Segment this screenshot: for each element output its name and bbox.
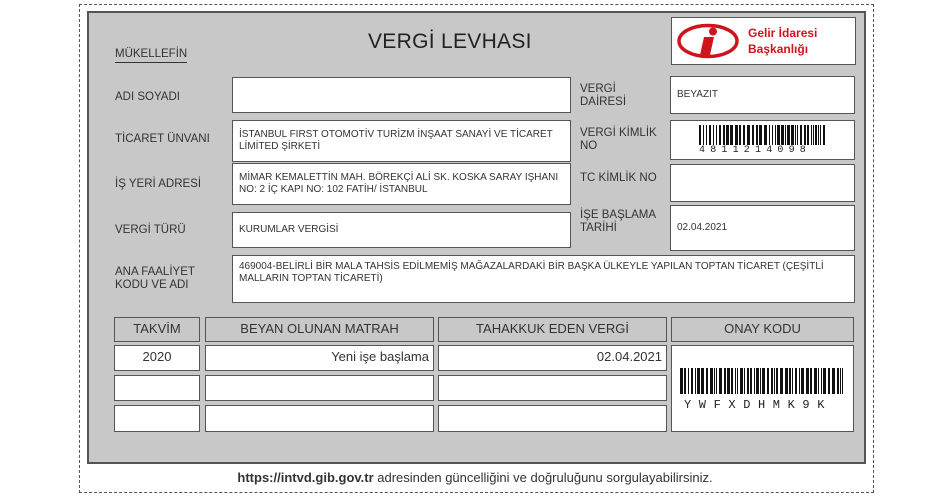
page-title: VERGİ LEVHASI xyxy=(368,30,532,53)
onay-kodu-field xyxy=(671,345,854,432)
table-cell xyxy=(114,405,200,432)
table-cell xyxy=(438,375,667,401)
mukellefin-heading: MÜKELLEFİN xyxy=(115,48,187,63)
vkn-barcode xyxy=(699,125,827,145)
onay-kodu-header: ONAY KODU xyxy=(671,317,854,342)
is-yeri-adresi-field: MİMAR KEMALETTİN MAH. BÖREKÇİ ALİ SK. KOSKA SARAY IŞHANI NO: 2 İÇ KAPI NO: 102 FATİH/ İSTANBUL xyxy=(232,163,571,205)
vkn-barcode-text: 4811214098 xyxy=(699,145,812,156)
tc-kimlik-field xyxy=(670,164,855,202)
vergi-turu-label: VERGİ TÜRÜ xyxy=(115,224,186,236)
gib-logo-icon xyxy=(677,23,739,59)
footer-text: adresinden güncelliğini ve doğruluğunu sorgulayabilirsiniz. xyxy=(373,470,713,485)
table-cell xyxy=(205,375,434,401)
ana-faaliyet-field: 469004-BELİRLİ BİR MALA TAHSİS EDİLMEMİŞ MAĞAZALARDAKİ BİR BAŞKA ÜLKEYLE YAPILAN TOPTAN TİCARET (ÇEŞİTLİ MALLARIN TOPTAN TİCARETİ) xyxy=(232,255,855,303)
table-cell xyxy=(114,375,200,401)
vergi-dairesi-field: BEYAZIT xyxy=(670,76,855,114)
logo-line2: Başkanlığı xyxy=(748,42,809,56)
table-cell xyxy=(438,405,667,432)
vergi-header: TAHAKKUK EDEN VERGİ xyxy=(438,317,667,342)
logo-line1: Gelir İdaresi xyxy=(748,26,818,40)
verification-link[interactable]: https://intvd.gib.gov.tr xyxy=(237,470,374,485)
vergi-kimlik-label: VERGİ KİMLİK NO xyxy=(580,127,657,152)
vergi-turu-field: KURUMLAR VERGİSİ xyxy=(232,212,571,248)
ticaret-unvani-field: İSTANBUL FIRST OTOMOTİV TURİZM İNŞAAT SANAYİ VE TİCARET LİMİTED ŞİRKETİ xyxy=(232,120,571,162)
ise-baslama-field: 02.04.2021 xyxy=(670,205,855,251)
table-cell: 02.04.2021 xyxy=(438,345,667,371)
ise-baslama-label: İŞE BAŞLAMA TARİHİ xyxy=(580,209,656,234)
ana-faaliyet-label: ANA FAALİYET KODU VE ADI xyxy=(115,266,195,291)
takvim-header: TAKVİM xyxy=(114,317,200,342)
ticaret-unvani-label: TİCARET ÜNVANI xyxy=(115,133,210,145)
footer-note xyxy=(0,470,950,485)
matrah-header: BEYAN OLUNAN MATRAH xyxy=(205,317,434,342)
table-cell xyxy=(205,405,434,432)
table-cell: Yeni işe başlama xyxy=(205,345,434,371)
vergi-kimlik-field xyxy=(670,120,855,160)
gib-logo xyxy=(671,17,856,65)
onay-barcode-text: YWFXDHMK9K xyxy=(684,398,833,412)
table-cell: 2020 xyxy=(114,345,200,371)
is-yeri-adresi-label: İŞ YERİ ADRESİ xyxy=(115,178,202,190)
vergi-dairesi-label: VERGİ DAİRESİ xyxy=(580,83,627,108)
adi-soyadi-field xyxy=(232,77,571,113)
adi-soyadi-label: ADI SOYADI xyxy=(115,91,180,103)
tc-kimlik-label: TC KİMLİK NO xyxy=(580,172,657,184)
onay-barcode xyxy=(680,368,846,394)
